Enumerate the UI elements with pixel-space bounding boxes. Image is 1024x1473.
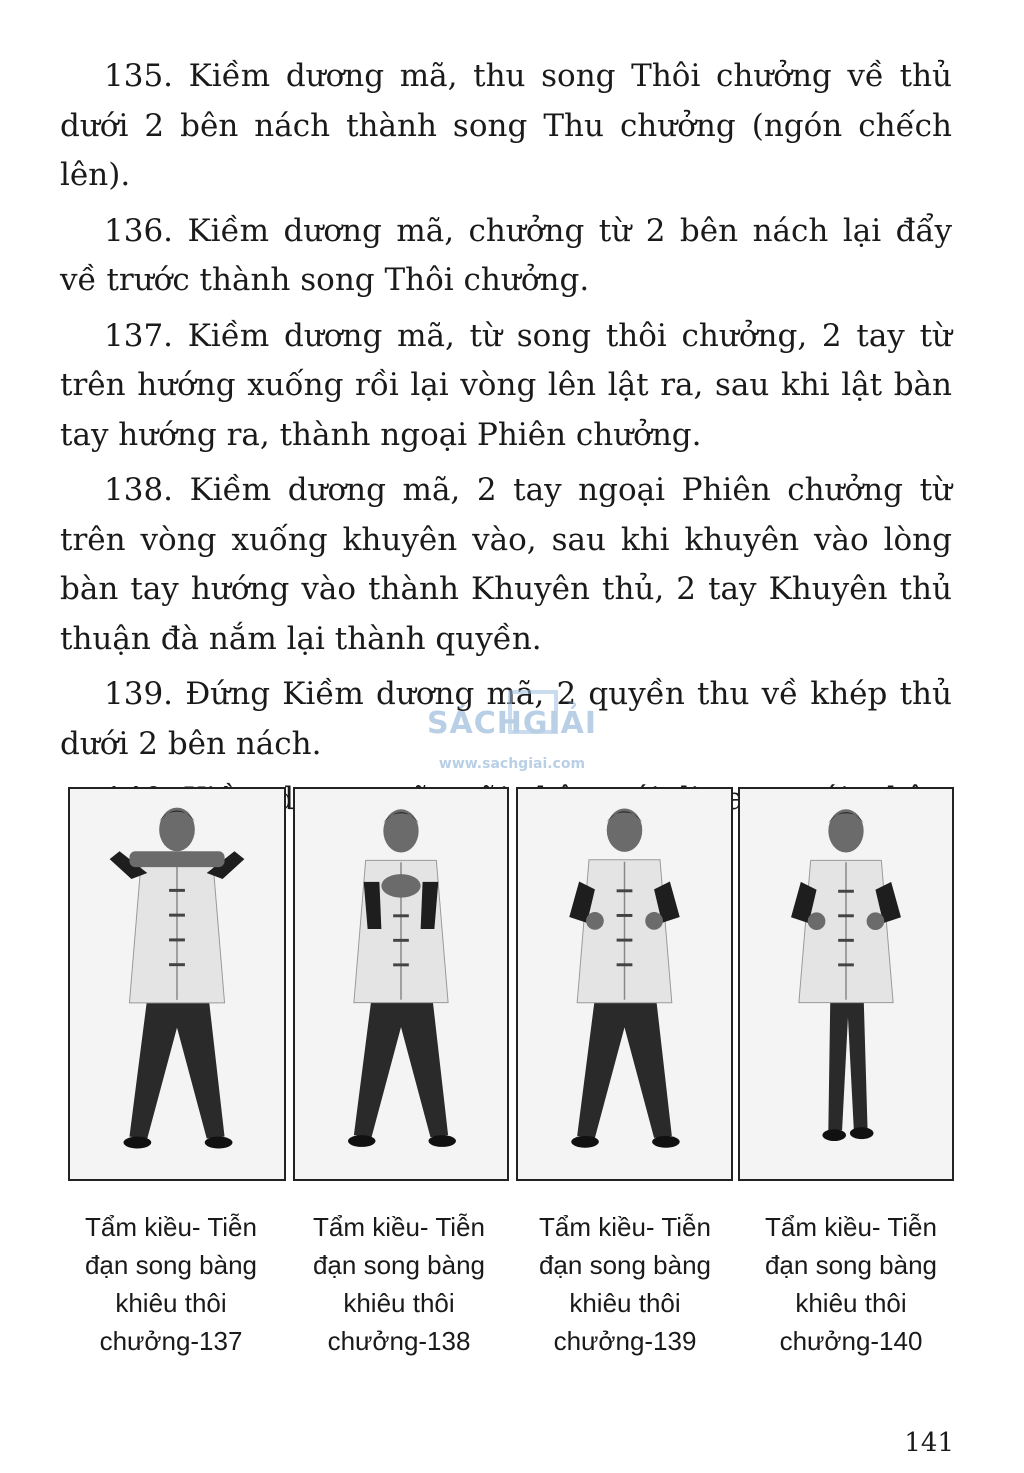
paragraph-136: 136. Kiềm dương mã, chưởng từ 2 bên nách lại đẩy về trước thành song Thôi chưởng.: [60, 212, 952, 298]
photo-strip: [68, 787, 954, 1183]
caption-138: Tẩm kiều- Tiễn đạn song bàng khiêu thôi chưởng-138: [312, 1212, 486, 1356]
paragraph-137: 137. Kiềm dương mã, từ song thôi chưởng, 2 tay từ trên hướng xuống rồi lại vòng lên lật ra, sau khi lật bàn tay hướng ra, thành ngoại Phiên chưởng.: [60, 317, 952, 453]
paragraph-138: 138. Kiềm dương mã, 2 tay ngoại Phiên chưởng từ trên vòng xuống khuyên vào, sau khi khuyên vào lòng bàn tay hướng vào thành Khuyên thủ, 2 tay Khuyên thủ thuận đà nắm lại thành quyền.: [60, 472, 952, 657]
martial-arts-figure-illustration: [295, 789, 507, 1179]
photo-pose-138: [293, 787, 509, 1181]
paragraph-139: 139. Đứng Kiềm dương mã, 2 quyền thu về khép thủ dưới 2 bên nách.: [60, 676, 952, 762]
photo-pose-140: [738, 787, 954, 1181]
photo-pose-137: [68, 787, 286, 1181]
paragraph-135: 135. Kiềm dương mã, thu song Thôi chưởng về thủ dưới 2 bên nách thành song Thu chưởng (ngón chếch lên).: [60, 58, 952, 193]
martial-arts-figure-illustration: [740, 789, 952, 1179]
caption-140: Tẩm kiều- Tiễn đạn song bàng khiêu thôi chưởng-140: [764, 1212, 938, 1356]
martial-arts-figure-illustration: [70, 789, 284, 1179]
watermark-logo: [412, 690, 612, 785]
caption-139: Tẩm kiều- Tiễn đạn song bàng khiêu thôi chưởng-139: [538, 1212, 712, 1356]
watermark-url: www.sachgiai.com: [438, 756, 586, 772]
watermark-brand: SÁCHGIẢI: [426, 706, 598, 741]
martial-arts-figure-illustration: [518, 789, 731, 1179]
page-number: 141: [904, 1428, 954, 1458]
photo-pose-139: [516, 787, 733, 1181]
caption-137: Tẩm kiều- Tiễn đạn song bàng khiêu thôi chưởng-137: [84, 1212, 258, 1356]
